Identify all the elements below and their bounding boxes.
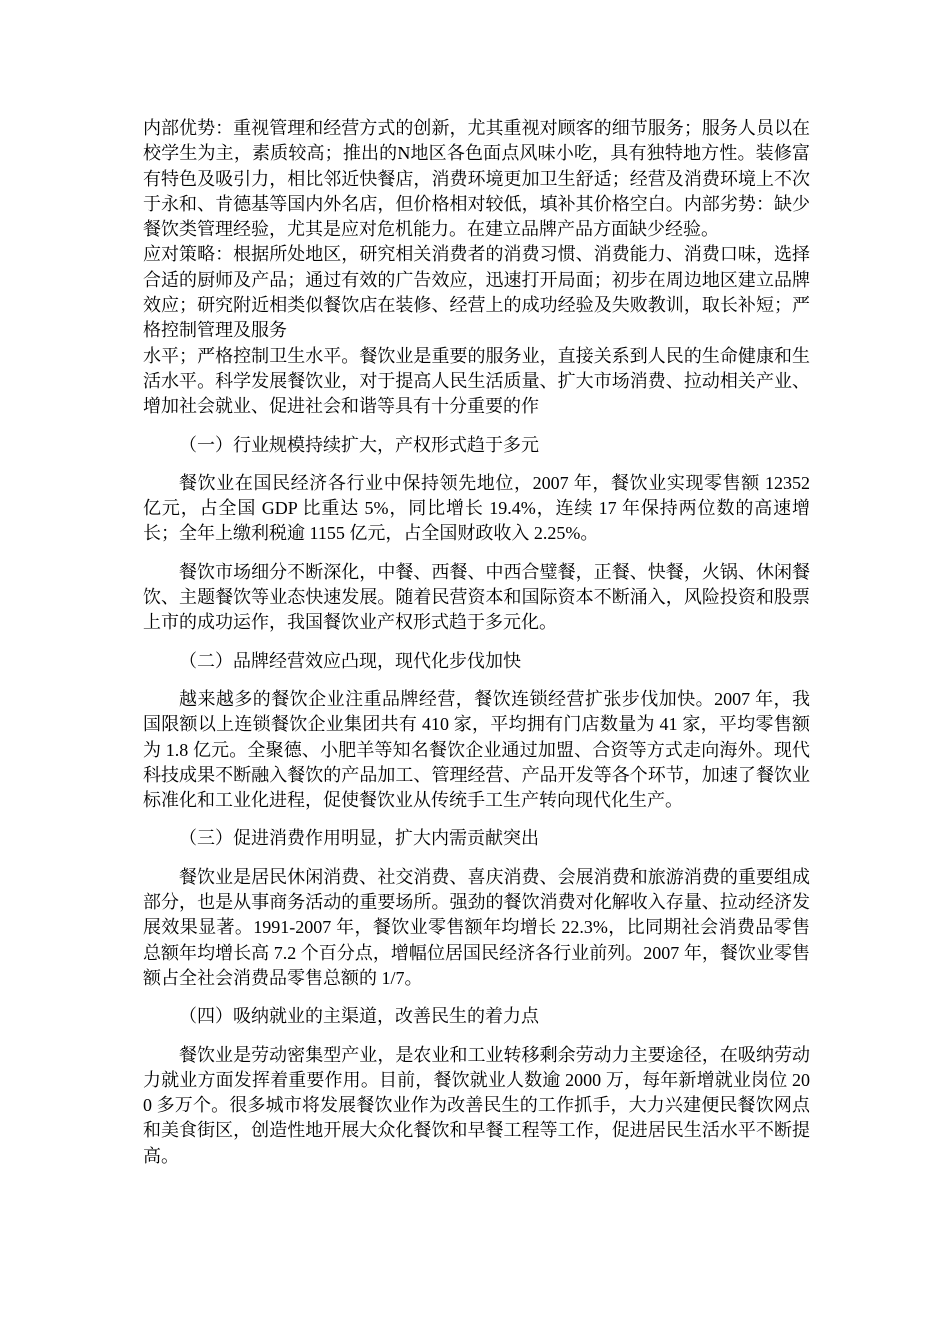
- heading-section-4: （四）吸纳就业的主渠道，改善民生的着力点: [179, 1006, 539, 1027]
- document-body: [143, 116, 810, 1169]
- heading-section-2: （二）品牌经营效应凸现，现代化步伐加快: [179, 650, 521, 671]
- paragraph-market-segmentation: 餐饮市场细分不断深化，中餐、西餐、中西合璧餐，正餐、快餐，火锅、休闲餐饮、主题餐饮等业态快速发展。随着民营资本和国际资本不断涌入，风险投资和股票上市的成功运作，我国餐饮业产权形式趋于多元化。: [143, 561, 810, 633]
- paragraph-retail-scale-2007: 餐饮业在国民经济各行业中保持领先地位，2007 年，餐饮业实现零售额 12352 亿元，占全国 GDP 比重达 5%，同比增长 19.4%，连续 17 年保持两位数的高速增长；全年上缴利税逾 1155 亿元，占全国财政收入 2.25%。: [143, 472, 810, 544]
- paragraph-coping-strategy: 应对策略：根据所处地区，研究相关消费者的消费习惯、消费能力、消费口味，选择合适的厨师及产品；通过有效的广告效应，迅速打开局面；初步在周边地区建立品牌效应；研究附近相类似餐饮店在装修、经营上的成功经验及失败教训，取长补短；严格控制管理及服务: [143, 244, 810, 341]
- paragraph-industry-importance: 水平；严格控制卫生水平。餐饮业是重要的服务业，直接关系到人民的生命健康和生活水平。科学发展餐饮业，对于提高人民生活质量、扩大市场消费、拉动相关产业、增加社会就业、促进社会和谐等具有十分重要的作: [143, 345, 810, 417]
- paragraph-employment-channel: 餐饮业是劳动密集型产业，是农业和工业转移剩余劳动力主要途径，在吸纳劳动力就业方面发挥着重要作用。目前，餐饮就业人数逾 2000 万，每年新增就业岗位 200 多万个。很多城市将发展餐饮业作为改善民生的工作抓手，大力兴建便民餐饮网点和美食街区，创造性地开展大众化餐饮和早餐工程等工作，促进居民生活水平不断提高。: [143, 1044, 810, 1166]
- heading-section-3: （三）促进消费作用明显，扩大内需贡献突出: [179, 828, 539, 849]
- paragraph-consumption-contribution: 餐饮业是居民休闲消费、社交消费、喜庆消费、会展消费和旅游消费的重要组成部分，也是从事商务活动的重要场所。强劲的餐饮消费对化解收入存量、拉动经济发展效果显著。1991-2007 年，餐饮业零售额年均增长 22.3%，比同期社会消费品零售总额年均增长高 7.2 个百分点，增幅位居国民经济各行业前列。2007 年，餐饮业零售额占全社会消费品零售总额的 1/7。: [143, 866, 810, 988]
- paragraph-internal-strengths-weaknesses: 内部优势：重视管理和经营方式的创新，尤其重视对顾客的细节服务；服务人员以在校学生为主，素质较高；推出的N地区各色面点风味小吃，具有独特地方性。装修富有特色及吸引力，相比邻近快餐店，消费环境更加卫生舒适；经营及消费环境上不次于永和、肯德基等国内外名店，但价格相对较低，填补其价格空白。内部劣势：缺少餐饮类管理经验，尤其是应对危机能力。在建立品牌产品方面缺少经验。: [143, 118, 810, 240]
- heading-section-1: （一）行业规模持续扩大，产权形式趋于多元: [179, 434, 539, 455]
- paragraph-brand-chain-operation: 越来越多的餐饮企业注重品牌经营，餐饮连锁经营扩张步伐加快。2007 年，我国限额以上连锁餐饮企业集团共有 410 家，平均拥有门店数量为 41 家，平均零售额为 1.8 亿元。全聚德、小肥羊等知名餐饮企业通过加盟、合资等方式走向海外。现代科技成果不断融入餐饮的产品加工、管理经营、产品开发等各个环节，加速了餐饮业标准化和工业化进程，促使餐饮业从传统手工生产转向现代化生产。: [143, 688, 810, 811]
